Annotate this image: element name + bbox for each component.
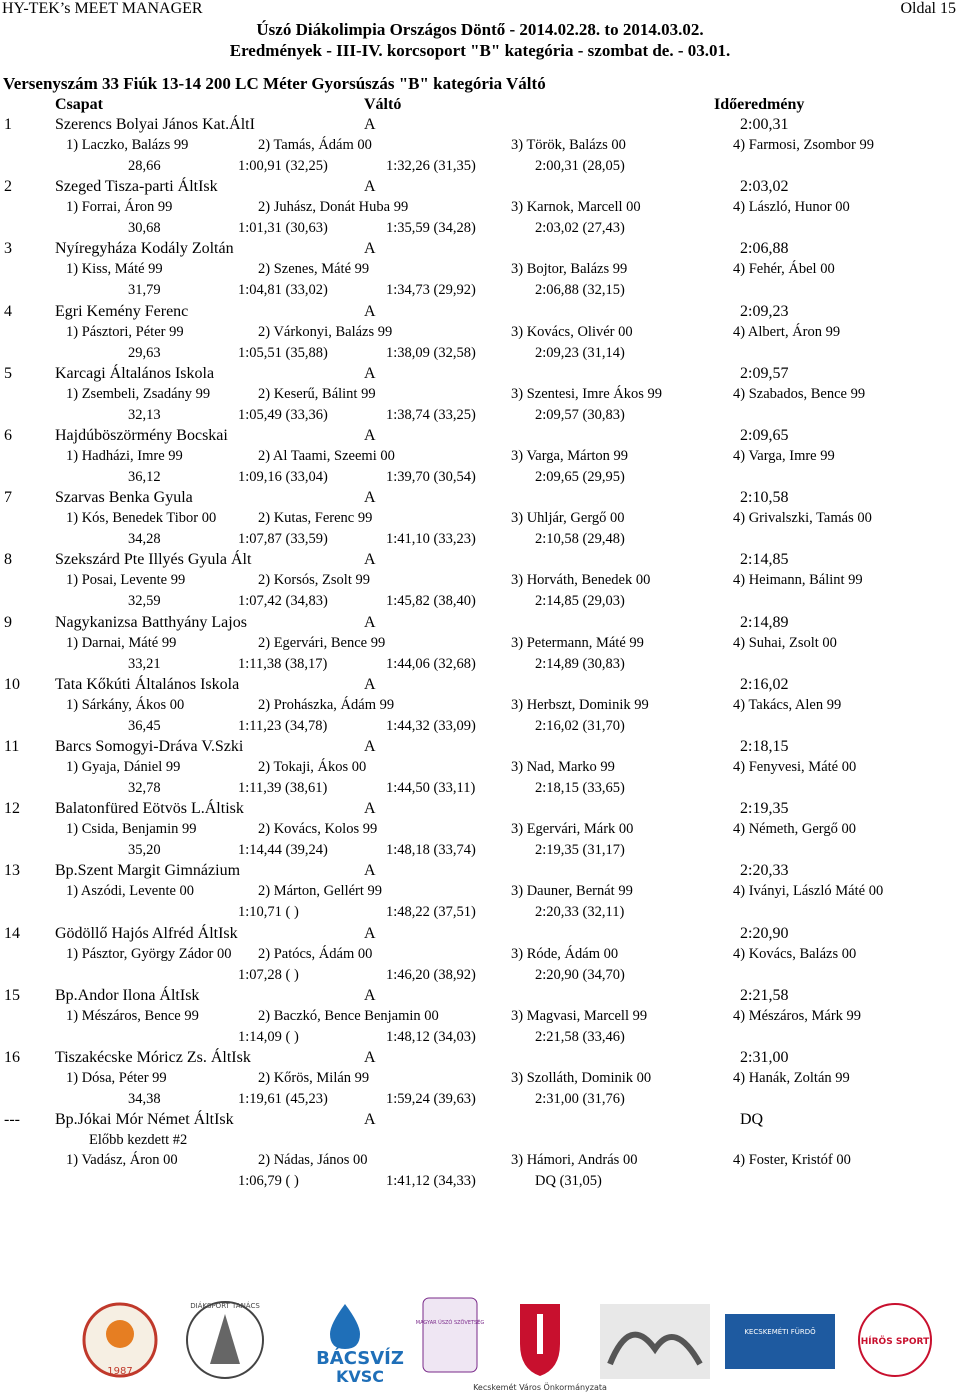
splits-row [0, 718, 960, 736]
split-time: 2:09,23 (31,14) [535, 344, 625, 361]
swimmer: 4) Hanák, Zoltán 99 [733, 1070, 850, 1086]
split-time: 2:18,15 (33,65) [535, 780, 625, 796]
place: 2 [4, 178, 12, 196]
swimmers-row [0, 635, 960, 653]
team-name: Hajdúböszörmény Bocskai [55, 427, 228, 444]
relay-letter: A [364, 240, 376, 258]
splits-row [0, 842, 960, 860]
split-time: 2:09,65 (29,95) [535, 469, 625, 485]
swimmers-row [0, 137, 960, 155]
note-row [0, 1132, 960, 1150]
swimmers-row [0, 510, 960, 528]
relay-letter: A [364, 986, 376, 1004]
diaksport-tanacs-logo [180, 1294, 270, 1386]
swimmer: 2) Tokaji, Ákos 00 [258, 759, 367, 775]
swimmer: 3) Karnok, Marcell 00 [511, 199, 641, 216]
place: 14 [4, 924, 20, 942]
final-time: 2:03,02 [740, 178, 789, 196]
split-time: 2:03,02 (27,43) [535, 220, 625, 237]
swimmer: 2) Baczkó, Bence Benjamin 00 [258, 1007, 439, 1024]
swimmer: 4) Takács, Alen 99 [733, 696, 842, 713]
splits-row [0, 407, 960, 425]
kecskemet-coat-logo [473, 1294, 607, 1394]
team-row [0, 551, 960, 571]
split-time: 30,68 [128, 220, 161, 237]
swimmer: 4) Fehér, Ábel 00 [733, 261, 835, 278]
swimmer: 1) Gyaja, Dániel 99 [66, 759, 181, 775]
swimmer: 1) Dósa, Péter 99 [66, 1070, 167, 1086]
magyar-diaksport-seal [80, 1294, 160, 1386]
split-time: 1:41,10 (33,23) [386, 531, 476, 548]
split-time: 34,38 [128, 1091, 161, 1107]
swimmer: 1) Vadász, Áron 00 [66, 1152, 178, 1169]
split-time: 1:05,49 (33,36) [238, 406, 328, 423]
team-name: Tata Kőkúti Általános Iskola [55, 675, 240, 693]
split-time: 32,78 [128, 780, 161, 796]
swimmer: 2) Al Taami, Szeemi 00 [258, 448, 395, 464]
final-time: 2:14,89 [740, 613, 789, 631]
swimmers-photo [600, 1294, 710, 1386]
place: 9 [4, 613, 12, 631]
swimmer: 4) Németh, Gergő 00 [733, 821, 856, 838]
swimmer: 1) Mészáros, Bence 99 [66, 1007, 199, 1024]
split-time: 2:06,88 (32,15) [535, 282, 625, 299]
swimmer: 4) Fenyvesi, Máté 00 [733, 759, 857, 775]
split-time: 1:07,28 ( ) [238, 966, 299, 983]
split-time: 32,13 [128, 406, 161, 423]
swimmer: 2) Kőrös, Milán 99 [258, 1070, 370, 1086]
splits-row [0, 904, 960, 922]
split-time: 2:20,33 (32,11) [535, 904, 625, 921]
team-name: Nyíregyháza Kodály Zoltán [55, 240, 234, 258]
splits-row [0, 593, 960, 611]
tanacs-text: DIÁKSPORT TANÁCS [190, 1302, 260, 1310]
relay-letter: A [364, 116, 376, 133]
swimmer: 4) László, Hunor 00 [733, 199, 850, 216]
place: 8 [4, 551, 12, 569]
swimmer: 3) Hámori, András 00 [511, 1152, 638, 1169]
final-time: 2:09,57 [740, 364, 789, 382]
team-name: Szekszárd Pte Illyés Gyula Ált [55, 551, 252, 569]
swimmer: 1) Kiss, Máté 99 [66, 261, 163, 278]
split-time: 2:16,02 (31,70) [535, 717, 625, 734]
team-row [0, 303, 960, 323]
final-time: 2:20,90 [740, 924, 789, 942]
results-subtitle: Eredmények - III-IV. korcsoport "B" kategória - szombat de. - 03.01. [229, 41, 731, 60]
split-time: 1:59,24 (39,63) [386, 1091, 476, 1107]
swimmers-row [0, 386, 960, 404]
muszsz-text: MAGYAR ÚSZÓ SZÖVETSÉG [415, 1320, 485, 1326]
swimmer: 2) Korsós, Zsolt 99 [258, 572, 370, 589]
relay-letter: A [364, 364, 376, 382]
split-time: 1:44,50 (33,11) [386, 780, 476, 796]
split-time: 1:11,39 (38,61) [238, 780, 328, 796]
split-time: 1:32,26 (31,35) [386, 158, 476, 174]
place: 6 [4, 427, 12, 444]
split-time: 33,21 [128, 655, 161, 672]
place: 1 [4, 116, 12, 133]
split-time: 1:44,06 (32,68) [386, 655, 476, 672]
team-name: Balatonfüred Eötvös L.Áltisk [55, 800, 244, 818]
splits-row [0, 967, 960, 985]
team-name: Bp.Andor Ilona ÁltIsk [55, 986, 200, 1004]
split-time: 1:11,23 (34,78) [238, 717, 328, 734]
split-time: 36,12 [128, 469, 161, 485]
split-time: 2:31,00 (31,76) [535, 1091, 625, 1107]
kvsc-text: KVSC [335, 1367, 385, 1386]
team-name: Szarvas Benka Gyula [55, 489, 193, 507]
swimmer: 4) Grivalszki, Tamás 00 [733, 510, 872, 527]
split-time: 2:00,31 (28,05) [535, 158, 625, 174]
swimmer: 2) Kutas, Ferenc 99 [258, 510, 373, 527]
split-time: 32,59 [128, 593, 161, 610]
split-time: 1:19,61 (45,23) [238, 1091, 328, 1107]
split-time: 1:05,51 (35,88) [238, 344, 328, 361]
final-time: 2:16,02 [740, 675, 789, 693]
swimmer: 2) Márton, Gellért 99 [258, 883, 383, 900]
split-time: 2:14,89 (30,83) [535, 655, 625, 672]
split-time: 31,79 [128, 282, 161, 299]
meet-title: Úszó Diákolimpia Országos Döntő - 2014.02.28. to 2014.03.02. [256, 20, 704, 39]
team-name: Szerencs Bolyai János Kat.ÁltI [55, 116, 255, 133]
relay-letter: A [364, 1049, 376, 1066]
split-time: 1:10,71 ( ) [238, 904, 299, 921]
split-time: 1:39,70 (30,54) [386, 469, 476, 485]
page-number: Oldal 15 [900, 0, 956, 17]
split-time: 1:07,42 (34,83) [238, 593, 328, 610]
place: 5 [4, 364, 12, 382]
split-time: 35,20 [128, 842, 161, 859]
team-row [0, 925, 960, 945]
hiros-text: HÍRÖS SPORT [860, 1337, 930, 1347]
bacsviz-text: BÁCSVÍZ [316, 1348, 404, 1369]
col-relay: Váltó [364, 96, 402, 113]
final-time: 2:19,35 [740, 800, 789, 818]
splits-row [0, 282, 960, 300]
relay-letter: A [364, 613, 376, 631]
sponsor-bar [0, 1284, 960, 1396]
split-time: 2:14,85 (29,03) [535, 593, 625, 610]
split-time: 1:14,09 ( ) [238, 1028, 299, 1045]
team-row [0, 800, 960, 820]
split-time: 1:00,91 (32,25) [238, 158, 328, 174]
swimmer: 3) Szolláth, Dominik 00 [511, 1070, 652, 1086]
split-time: 1:38,09 (32,58) [386, 344, 476, 361]
swimmer: 4) Suhai, Zsolt 00 [733, 634, 837, 651]
swimmers-row [0, 946, 960, 964]
split-time: 1:01,31 (30,63) [238, 220, 328, 237]
swimmer: 1) Zsembeli, Zsadány 99 [66, 385, 211, 402]
split-time: 36,45 [128, 717, 161, 734]
swimmer: 1) Aszódi, Levente 00 [66, 883, 195, 900]
team-row [0, 1049, 960, 1069]
swimmer: 4) Kovács, Balázs 00 [733, 945, 857, 962]
team-row [0, 365, 960, 385]
split-time: 2:21,58 (33,46) [535, 1028, 625, 1045]
team-row [0, 427, 960, 447]
swimmer: 1) Laczko, Balázs 99 [66, 137, 189, 153]
hiros-sport-logo [850, 1294, 940, 1386]
split-time: 1:46,20 (38,92) [386, 966, 476, 983]
swimmer: 2) Várkonyi, Balázs 99 [258, 323, 393, 340]
swimmer: 3) Uhljár, Gergő 00 [511, 510, 625, 527]
team-row [0, 987, 960, 1007]
swimmer: 1) Pásztor, György Zádor 00 [66, 945, 232, 962]
relay-letter: A [364, 427, 376, 444]
team-row [0, 614, 960, 634]
swimmer: 3) Horváth, Benedek 00 [511, 572, 651, 589]
team-name: Barcs Somogyi-Dráva V.Szki [55, 738, 244, 755]
swimmer: 2) Keserű, Bálint 99 [258, 385, 376, 402]
team-name: Egri Kemény Ferenc [55, 302, 189, 320]
swimmer: 4) Farmosi, Zsombor 99 [733, 137, 874, 153]
team-name: Nagykanizsa Batthyány Lajos [55, 613, 247, 631]
kecskemet-text: Kecskemét Város Önkormányzata [473, 1383, 607, 1392]
team-row [0, 676, 960, 696]
place: 4 [4, 302, 12, 320]
swimmer: 4) Foster, Kristóf 00 [733, 1152, 851, 1169]
split-time: 1:38,74 (33,25) [386, 406, 476, 423]
event-title: Versenyszám 33 Fiúk 13-14 200 LC Méter Gyorsúszás "B" kategória Váltó [3, 74, 546, 93]
place: 13 [4, 862, 20, 880]
team-name: Tiszakécske Móricz Zs. ÁltIsk [55, 1049, 251, 1066]
kecskemeti-furdo-logo [720, 1294, 840, 1386]
split-time: 1:48,12 (34,03) [386, 1028, 476, 1045]
final-time: 2:06,88 [740, 240, 789, 258]
place: 15 [4, 986, 20, 1004]
final-time: 2:09,23 [740, 302, 789, 320]
team-name: Szeged Tisza-parti ÁltIsk [55, 178, 218, 196]
swimmers-row [0, 1152, 960, 1170]
splits-row [0, 1091, 960, 1109]
final-time: 2:14,85 [740, 551, 789, 569]
swimmer: 1) Forrai, Áron 99 [66, 199, 173, 216]
swimmer: 2) Juhász, Donát Huba 99 [258, 199, 409, 216]
final-time: 2:10,58 [740, 489, 789, 507]
split-time: 1:04,81 (33,02) [238, 282, 328, 299]
splits-row [0, 656, 960, 674]
splits-row [0, 531, 960, 549]
swimmer: 3) Nad, Marko 99 [511, 759, 615, 775]
place: 11 [4, 738, 20, 755]
swimmer: 3) Egervári, Márk 00 [511, 821, 634, 838]
swimmers-row [0, 324, 960, 342]
swimmer: 3) Herbszt, Dominik 99 [511, 696, 649, 713]
splits-row [0, 158, 960, 176]
relay-letter: A [364, 862, 376, 880]
split-time: 2:10,58 (29,48) [535, 531, 625, 548]
swimmer: 2) Egervári, Bence 99 [258, 634, 386, 651]
split-time: 1:34,73 (29,92) [386, 282, 476, 299]
swimmers-row [0, 883, 960, 901]
splits-row [0, 780, 960, 798]
split-time: 1:07,87 (33,59) [238, 531, 328, 548]
split-time: 28,66 [128, 158, 161, 174]
swimmer: 3) Petermann, Máté 99 [511, 634, 644, 651]
dq-note: Előbb kezdett #2 [89, 1132, 188, 1149]
place: 12 [4, 800, 20, 818]
final-time: DQ [740, 1111, 764, 1129]
relay-letter: A [364, 924, 376, 942]
split-time: 1:14,44 (39,24) [238, 842, 328, 859]
swimmer: 2) Kovács, Kolos 99 [258, 821, 378, 838]
swimmer: 2) Prohászka, Ádám 99 [258, 696, 395, 713]
team-row [0, 116, 960, 136]
place: 10 [4, 675, 20, 693]
team-row [0, 178, 960, 198]
team-name: Karcagi Általános Iskola [55, 364, 215, 382]
swimmer: 1) Sárkány, Ákos 00 [66, 696, 185, 713]
relay-letter: A [364, 302, 376, 320]
swimmer: 1) Kós, Benedek Tibor 00 [66, 510, 217, 527]
swimmers-row [0, 199, 960, 217]
split-time: 1:44,32 (33,09) [386, 717, 476, 734]
splits-row [0, 345, 960, 363]
swimmer: 2) Tamás, Ádám 00 [258, 137, 372, 153]
team-row [0, 1111, 960, 1131]
place: 16 [4, 1049, 20, 1066]
split-time: 1:41,12 (34,33) [386, 1173, 476, 1190]
split-time: 1:45,82 (38,40) [386, 593, 476, 610]
swimmers-row [0, 1070, 960, 1088]
split-time: 1:48,22 (37,51) [386, 904, 476, 921]
team-name: Bp.Szent Margit Gimnázium [55, 862, 241, 880]
relay-letter: A [364, 551, 376, 569]
relay-letter: A [364, 178, 376, 196]
swimmer: 3) Róde, Ádám 00 [511, 945, 619, 962]
team-row [0, 738, 960, 758]
software-name: HY-TEK’s MEET MANAGER [2, 0, 203, 17]
swimmers-row [0, 697, 960, 715]
place: --- [4, 1111, 20, 1129]
relay-letter: A [364, 489, 376, 507]
swimmer: 4) Heimann, Bálint 99 [733, 572, 863, 589]
swimmers-row [0, 821, 960, 839]
swimmer: 4) Iványi, László Máté 00 [733, 883, 884, 900]
team-row [0, 489, 960, 509]
col-time: Időeredmény [714, 96, 805, 113]
swimmer: 3) Dauner, Bernát 99 [511, 883, 633, 900]
relay-letter: A [364, 1111, 376, 1129]
swimmer: 3) Török, Balázs 00 [511, 137, 626, 153]
swimmer: 3) Kovács, Olivér 00 [511, 323, 633, 340]
split-time: 34,28 [128, 531, 161, 548]
swimmers-row [0, 448, 960, 466]
split-time: 1:48,18 (33,74) [386, 842, 476, 859]
split-time: 2:19,35 (31,17) [535, 842, 625, 859]
swimmer: 3) Szentesi, Imre Ákos 99 [511, 385, 663, 402]
split-time: 2:20,90 (34,70) [535, 966, 625, 983]
swimmer: 3) Bojtor, Balázs 99 [511, 261, 628, 278]
splits-row [0, 220, 960, 238]
final-time: 2:31,00 [740, 1049, 789, 1066]
swimmer: 4) Szabados, Bence 99 [733, 385, 866, 402]
swimmers-row [0, 261, 960, 279]
swimmer: 3) Varga, Márton 99 [511, 448, 629, 464]
split-time: 1:06,79 ( ) [238, 1173, 299, 1190]
relay-letter: A [364, 800, 376, 818]
swimmer: 4) Varga, Imre 99 [733, 448, 835, 464]
team-row [0, 240, 960, 260]
swimmer: 1) Hadházi, Imre 99 [66, 448, 183, 464]
splits-row [0, 469, 960, 487]
final-time: 2:18,15 [740, 738, 789, 755]
swimmers-row [0, 1008, 960, 1026]
relay-letter: A [364, 738, 376, 755]
bacsviz-logo [305, 1294, 415, 1386]
splits-row [0, 1029, 960, 1047]
swimmer: 2) Nádas, János 00 [258, 1152, 368, 1169]
final-time: 2:09,65 [740, 427, 789, 444]
swimmers-row [0, 759, 960, 777]
swimmer: 1) Posai, Levente 99 [66, 572, 186, 589]
split-time: DQ (31,05) [535, 1173, 602, 1190]
final-time: 2:21,58 [740, 986, 789, 1004]
swimmer: 4) Mészáros, Márk 99 [733, 1007, 862, 1024]
col-team: Csapat [55, 96, 104, 113]
team-row [0, 862, 960, 882]
final-time: 2:00,31 [740, 116, 789, 133]
split-time: 1:35,59 (34,28) [386, 220, 476, 237]
swimmer: 1) Darnai, Máté 99 [66, 634, 177, 651]
seal-year: 1987 [107, 1366, 133, 1377]
relay-letter: A [364, 675, 376, 693]
final-time: 2:20,33 [740, 862, 789, 880]
swimmer: 1) Csida, Benjamin 99 [66, 821, 197, 838]
swimmer: 2) Patócs, Ádám 00 [258, 945, 373, 962]
splits-row [0, 1173, 960, 1191]
swimmer: 3) Magvasi, Marcell 99 [511, 1007, 648, 1024]
split-time: 29,63 [128, 344, 161, 361]
place: 3 [4, 240, 12, 258]
split-time: 1:11,38 (38,17) [238, 655, 328, 672]
swimmer: 1) Pásztori, Péter 99 [66, 323, 184, 340]
furdo-text: KECSKEMÉTI FÜRDŐ [744, 1328, 816, 1336]
team-name: Bp.Jókai Mór Német ÁltIsk [55, 1111, 234, 1129]
split-time: 1:09,16 (33,04) [238, 469, 328, 485]
team-name: Gödöllő Hajós Alfréd ÁltIsk [55, 924, 238, 942]
swimmer: 4) Albert, Áron 99 [733, 323, 841, 340]
muszsz-logo [415, 1294, 485, 1386]
place: 7 [4, 489, 12, 507]
swimmer: 2) Szenes, Máté 99 [258, 261, 370, 278]
swimmers-row [0, 572, 960, 590]
split-time: 2:09,57 (30,83) [535, 406, 625, 423]
